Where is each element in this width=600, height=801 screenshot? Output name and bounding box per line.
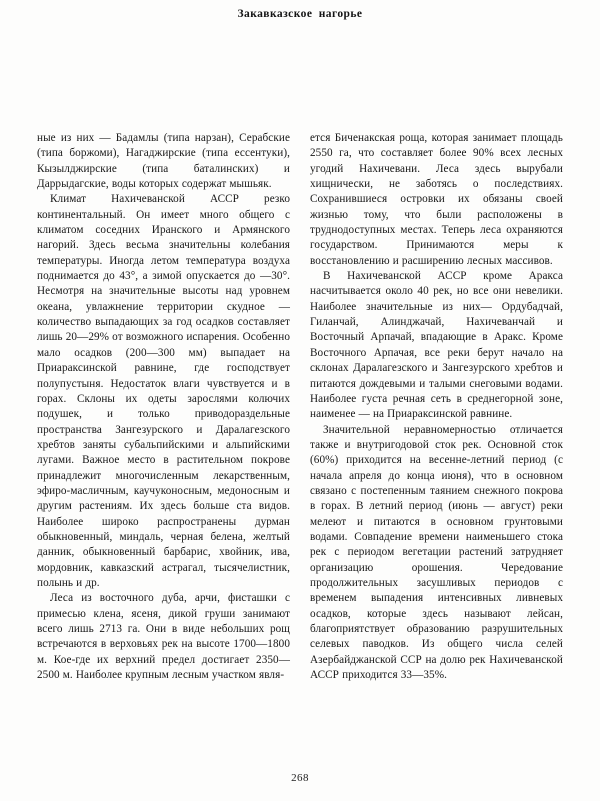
text-body	[37, 131, 563, 756]
left-column	[37, 131, 290, 756]
paragraph: ется Биченакская роща, которая занимает площадь 2550 га, что составляет более 90% всех лесных угодий Нахичевани. Леса здесь вырубали хищнически, не заботясь о последствиях. Сохранившиеся островки их обязаны своей жизнью тому, что были расположены в труднодоступных местах. Теперь леса охраняются государством. Принимаются меры к восстановлению и расширению лесных массивов.	[310, 132, 563, 267]
paragraph: Леса из восточного дуба, арчи, фисташки с примесью клена, ясеня, дикой груши занимают всего лишь 2713 га. Они в виде небольших рощ встречаются в верховьях рек на высоте 1700—1800 м. Кое-где их верхний предел достигает 2350—2500 м. Наиболее крупным лесным участком явля-	[37, 592, 290, 682]
running-head: Закавказское нагорье	[237, 8, 363, 20]
right-column	[310, 131, 563, 756]
paragraph: Значительной неравномерностью отличается также и внутригодовой сток рек. Основной сток (60%) приходится на весенне-летний период (с начала апреля до конца июня), что в основном связано с постепенным таянием снежного покрова в горах. В летний период (июнь — август) реки мелеют и питаются в основном грунтовыми водами. Совпадение времени наименьшего стока рек с периодом вегетации растений затрудняет организацию орошения. Чередование продолжительных засушливых периодов с временем выпадения интенсивных ливневых осадков, которые здесь называют лейсан, благоприятствует образованию разрушительных селевых паводков. Из общего числа селей Азербайджанской ССР на долю рек Нахичеванской АССР приходится 33—35%.	[310, 423, 563, 682]
page-number: 268	[291, 772, 309, 784]
paragraph: ные из них — Бадамлы (типа нарзан), Серабские (типа боржоми), Нагаджирские (типа ессентуки), Кызылджирские (типа баталинских) и Даррыдагские, воды которых содержат мышьяк.	[37, 132, 290, 191]
paragraph: Климат Нахичеванской АССР резко континентальный. Он имеет много общего с климатом соседних Иранского и Армянского нагорий. Здесь весьма значительны колебания температуры. Иногда летом температура воздуха поднимается до 43°, а зимой опускается до —30°. Несмотря на значительные высоты над уровнем океана, увлажнение территории скудное — количество выпадающих за год осадков составляет лишь 20—29% от возможного испарения. Особенно мало осадков (200—300 мм) выпадает на Приараксинской равнине, где господствует полупустыня. Недостаток влаги чувствуется и в горах. Склоны их одеты зарослями колючих подушек, и только приводораздельные пространства Зангезурского и Даралагезского хребтов заняты субальпийскими и альпийскими лугами. Важное место в растительном покрове принадлежит многочисленным лекарственным, эфиро-масличным, каучуконосным, медоносным и другим растениям. Их здесь больше ста видов. Наиболее широко распространены дурман обыкновенный, миндаль, черная белена, желтый данник, обыкновенный барбарис, хвойник, ива, мордовник, кавказский астрагал, тысячелистник, полынь и др.	[37, 193, 290, 589]
paragraph: В Нахичеванской АССР кроме Аракса насчитывается около 40 рек, но все они невелики. Наиболее значительные из них— Ордубадчай, Гиланчай, Алинджачай, Нахичеванчай и Восточный Арпачай, впадающие в Аракс. Кроме Восточного Арпачая, все реки берут начало на склонах Даралагезского и Зангезурского хребтов и питаются дождевыми и талыми снеговыми водами. Наиболее густа речная сеть в среднегорной зоне, наименее — на Приараксинской равнине.	[310, 270, 563, 421]
